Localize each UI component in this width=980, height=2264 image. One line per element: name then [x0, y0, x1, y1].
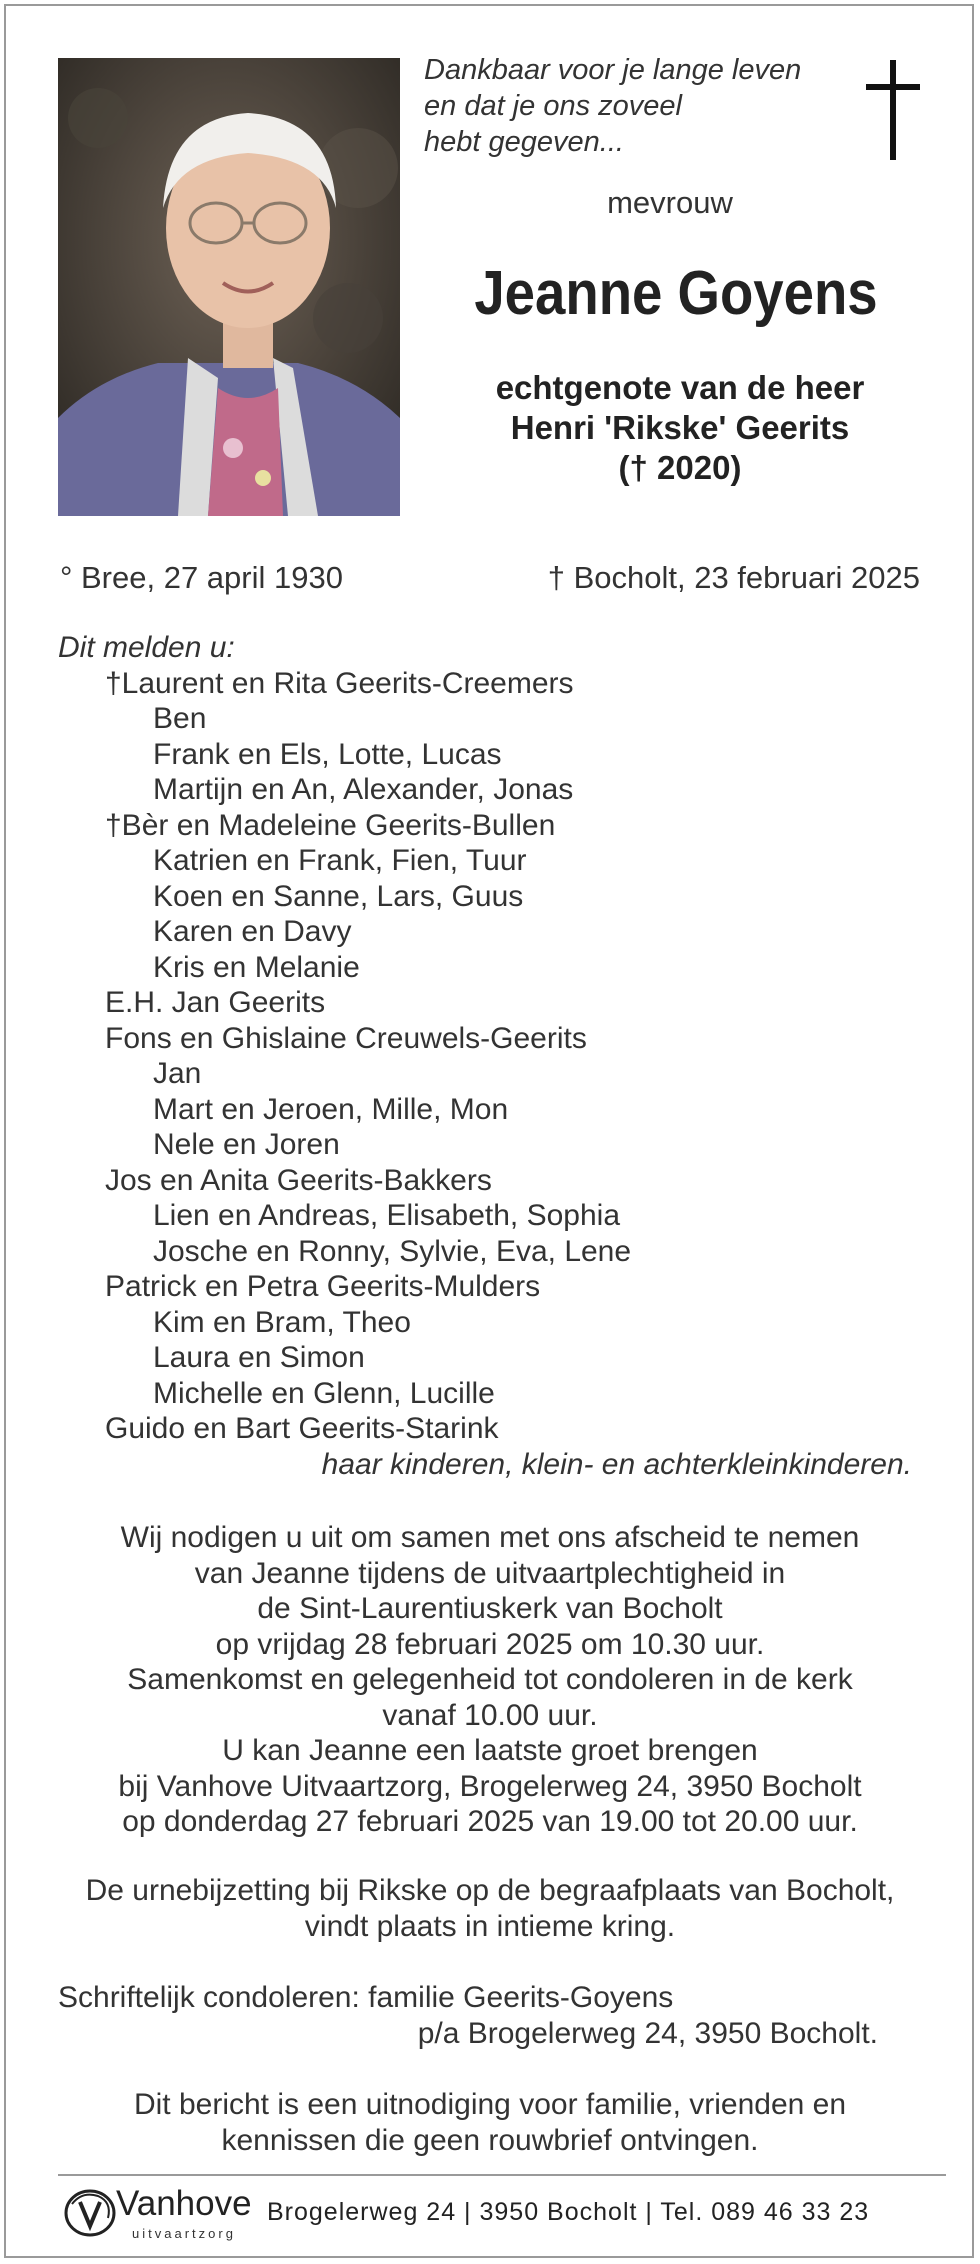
- condolence-line: Schriftelijk condoleren: familie Geerits-Goyens: [58, 1981, 674, 2014]
- contact-info: Brogelerweg 24 | 3950 Bocholt | Tel. 089 46 33 23: [267, 2198, 870, 2226]
- family-list: [58, 630, 918, 1482]
- motto-quote: [424, 52, 844, 160]
- cross-icon: [858, 60, 928, 160]
- grandchild-line: Kris en Melanie: [153, 950, 360, 984]
- grandchild-line: Ben: [153, 702, 207, 735]
- motto-line: hebt gegeven...: [424, 126, 624, 158]
- invitation-line: van Jeanne tijdens de uitvaartplechtigheid in: [194, 1556, 786, 1590]
- invitation-line: Samenkomst en gelegenheid tot condoleren in de kerk: [127, 1663, 853, 1696]
- invitation-text: [40, 1520, 940, 1840]
- invitation-line: bij Vanhove Uitvaartzorg, Brogelerweg 24, 3950 Bocholt: [118, 1769, 862, 1803]
- urn-line: vindt plaats in intieme kring.: [304, 1909, 676, 1943]
- family-member: †Bèr en Madeleine Geerits-Bullen: [105, 808, 556, 842]
- family-member: E.H. Jan Geerits: [105, 986, 326, 1019]
- footer-divider: [58, 2174, 946, 2176]
- brand-name: Vanhove: [116, 2184, 252, 2223]
- urn-text: [40, 1873, 940, 1944]
- grandchild-line: Lien en Andreas, Elisabeth, Sophia: [153, 1199, 621, 1232]
- notice-line: kennissen die geen rouwbrief ontvingen.: [221, 2123, 759, 2157]
- invitation-line: U kan Jeanne een laatste groet brengen: [222, 1734, 758, 1767]
- family-member: Fons en Ghislaine Creuwels-Geerits: [105, 1021, 587, 1055]
- invitation-line: Wij nodigen u uit om samen met ons afscheid te nemen: [120, 1521, 860, 1554]
- condolence-address: [58, 1980, 878, 2052]
- spouse-line: echtgenote van de heer: [495, 369, 865, 406]
- grandchild-line: Koen en Sanne, Lars, Guus: [153, 879, 524, 913]
- grandchild-line: Mart en Jeroen, Mille, Mon: [153, 1092, 509, 1126]
- grandchild-line: Josche en Ronny, Sylvie, Eva, Lene: [153, 1234, 632, 1268]
- grandchild-line: Frank en Els, Lotte, Lucas: [153, 737, 502, 771]
- grandchild-line: Martijn en An, Alexander, Jonas: [153, 773, 574, 806]
- brand-subtitle: uitvaartzorg: [132, 2226, 236, 2241]
- death-date: † Bocholt, 23 februari 2025: [547, 560, 920, 595]
- family-member: Guido en Bart Geerits-Starink: [105, 1412, 499, 1445]
- family-member: †Laurent en Rita Geerits-Creemers: [105, 666, 574, 700]
- grandchild-line: Nele en Joren: [153, 1128, 340, 1161]
- grandchild-line: Jan: [153, 1057, 202, 1090]
- condolence-postal: p/a Brogelerweg 24, 3950 Bocholt.: [417, 2017, 878, 2050]
- footer: [62, 2182, 942, 2248]
- deceased-name: Jeanne Goyens: [474, 259, 878, 328]
- invitation-line: vanaf 10.00 uur.: [382, 1698, 598, 1732]
- family-member: Jos en Anita Geerits-Bakkers: [105, 1163, 492, 1197]
- birth-date: ° Bree, 27 april 1930: [60, 560, 343, 595]
- motto-line: Dankbaar voor je lange leven: [424, 54, 802, 86]
- portrait-photo: [58, 58, 400, 516]
- spouse-line: († 2020): [618, 449, 742, 486]
- honorific: mevrouw: [607, 185, 733, 220]
- notice-line: Dit bericht is een uitnodiging voor familie, vrienden en: [133, 2088, 847, 2121]
- invitation-line: de Sint-Laurentiuskerk van Bocholt: [257, 1592, 723, 1625]
- grandchild-line: Kim en Bram, Theo: [153, 1305, 411, 1339]
- vanhove-logo-icon: [62, 2186, 118, 2240]
- invitation-line: op donderdag 27 februari 2025 van 19.00 tot 20.00 uur.: [122, 1805, 858, 1838]
- grandchild-line: Karen en Davy: [153, 915, 352, 948]
- family-intro: Dit melden u:: [58, 631, 235, 664]
- family-closing: haar kinderen, klein- en achterkleinkinderen.: [321, 1447, 912, 1481]
- notice-text: [40, 2087, 940, 2158]
- spouse-info: [420, 368, 940, 488]
- grandchild-line: Laura en Simon: [153, 1341, 365, 1374]
- urn-line: De urnebijzetting bij Rikske op de begraafplaats van Bocholt,: [85, 1874, 895, 1907]
- grandchild-line: Katrien en Frank, Fien, Tuur: [153, 844, 527, 877]
- family-member: Patrick en Petra Geerits-Mulders: [105, 1270, 541, 1303]
- invitation-line: op vrijdag 28 februari 2025 om 10.30 uur.: [215, 1627, 765, 1661]
- spouse-line: Henri 'Rikske' Geerits: [510, 409, 850, 446]
- grandchild-line: Michelle en Glenn, Lucille: [153, 1376, 495, 1410]
- motto-line: en dat je ons zoveel: [424, 90, 682, 122]
